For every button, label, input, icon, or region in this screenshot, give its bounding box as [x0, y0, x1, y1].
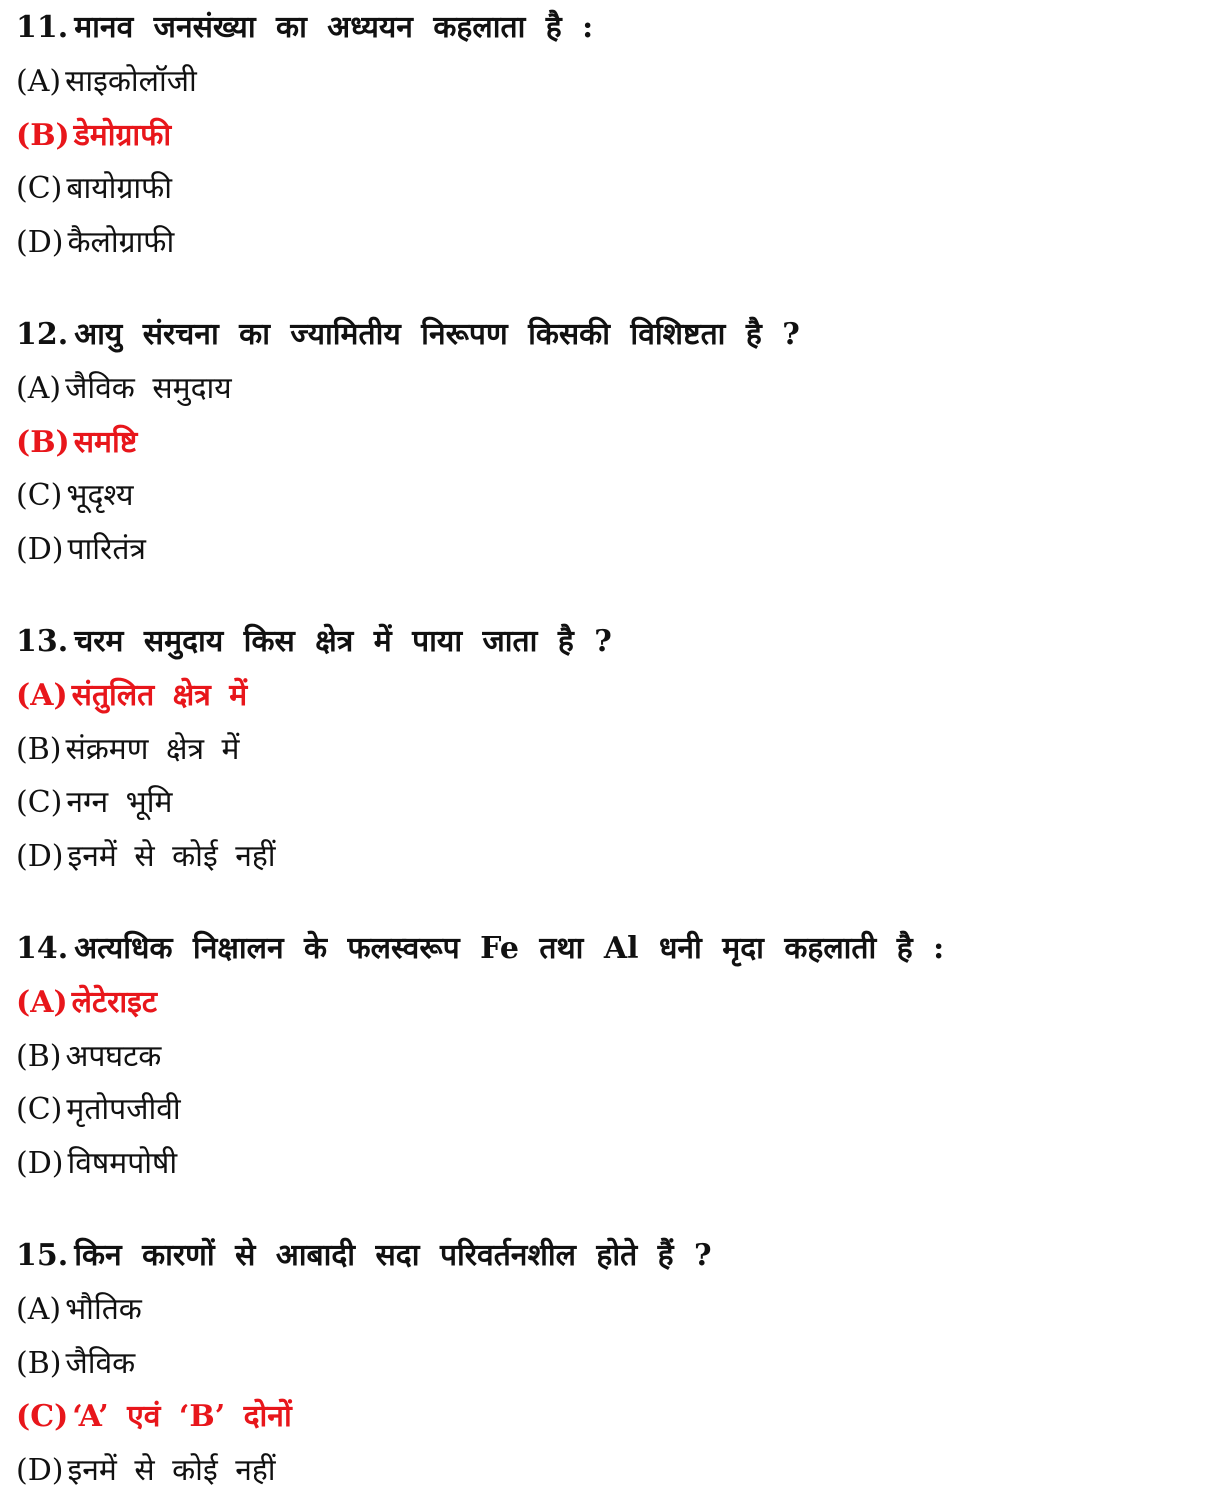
- option-text: पारितंत्र: [67, 532, 146, 567]
- question-title: आयु संरचना का ज्यामितीय निरूपण किसकी विशिष्टता है ?: [74, 317, 800, 352]
- option-letter: (A): [16, 1292, 61, 1327]
- option-c-correct: [16, 1390, 1208, 1444]
- option-letter: (D): [16, 1453, 63, 1488]
- option-a: [16, 362, 1208, 416]
- option-text: भौतिक: [65, 1292, 142, 1327]
- question-text: [16, 615, 1208, 669]
- option-text: जैविक समुदाय: [65, 371, 232, 406]
- option-a: [16, 55, 1208, 109]
- option-c: [16, 776, 1208, 830]
- option-text: बायोग्राफी: [66, 171, 172, 206]
- question-13: [16, 615, 1208, 883]
- option-text: लेटेराइट: [72, 985, 157, 1020]
- question-number: 15.: [16, 1238, 68, 1273]
- option-letter: (B): [16, 118, 70, 153]
- option-a-correct: [16, 976, 1208, 1030]
- option-letter: (B): [16, 732, 61, 767]
- option-text: जैविक: [65, 1346, 135, 1381]
- option-letter: (C): [16, 171, 62, 206]
- question-11: [16, 1, 1208, 269]
- option-c: [16, 469, 1208, 523]
- option-text: मृतोपजीवी: [66, 1092, 180, 1127]
- option-letter: (C): [16, 478, 62, 513]
- option-c: [16, 1083, 1208, 1137]
- question-text: [16, 922, 1208, 976]
- option-text: इनमें से कोई नहीं: [67, 1453, 275, 1488]
- question-text: [16, 308, 1208, 362]
- question-15: [16, 1229, 1208, 1497]
- option-a-correct: [16, 669, 1208, 723]
- option-text: संतुलित क्षेत्र में: [72, 678, 248, 713]
- option-letter: (A): [16, 678, 68, 713]
- question-title: अत्यधिक निक्षालन के फलस्वरूप Fe तथा Al धनी मृदा कहलाती है :: [74, 931, 944, 966]
- option-d: [16, 1444, 1208, 1497]
- option-text: भूदृश्य: [66, 478, 133, 513]
- option-d: [16, 1137, 1208, 1191]
- question-number: 14.: [16, 931, 68, 966]
- question-title: किन कारणों से आबादी सदा परिवर्तनशील होते हैं ?: [74, 1238, 711, 1273]
- option-text: विषमपोषी: [67, 1146, 177, 1181]
- option-letter: (C): [16, 785, 62, 820]
- option-b-correct: [16, 109, 1208, 163]
- question-title: चरम समुदाय किस क्षेत्र में पाया जाता है ?: [74, 624, 612, 659]
- option-d: [16, 216, 1208, 270]
- option-text: कैलोग्राफी: [67, 225, 174, 260]
- option-b: [16, 1030, 1208, 1084]
- option-letter: (A): [16, 371, 61, 406]
- question-12: [16, 308, 1208, 576]
- option-text: इनमें से कोई नहीं: [67, 839, 275, 874]
- option-b-correct: [16, 416, 1208, 470]
- option-letter: (C): [16, 1092, 62, 1127]
- option-letter: (D): [16, 532, 63, 567]
- question-number: 13.: [16, 624, 68, 659]
- option-c: [16, 162, 1208, 216]
- question-text: [16, 1, 1208, 55]
- option-letter: (D): [16, 225, 63, 260]
- question-number: 12.: [16, 317, 68, 352]
- option-b: [16, 1337, 1208, 1391]
- option-text: संक्रमण क्षेत्र में: [65, 732, 239, 767]
- option-text: समष्टि: [74, 425, 138, 460]
- option-text: डेमोग्राफी: [74, 118, 171, 153]
- option-letter: (C): [16, 1399, 68, 1434]
- option-letter: (B): [16, 425, 70, 460]
- option-text: ‘A’ एवं ‘B’ दोनों: [72, 1399, 291, 1434]
- option-letter: (D): [16, 1146, 63, 1181]
- option-letter: (B): [16, 1039, 61, 1074]
- question-14: [16, 922, 1208, 1190]
- question-number: 11.: [16, 10, 68, 45]
- option-a: [16, 1283, 1208, 1337]
- option-text: साइकोलॉजी: [65, 64, 197, 99]
- option-d: [16, 523, 1208, 577]
- option-d: [16, 830, 1208, 884]
- option-letter: (B): [16, 1346, 61, 1381]
- option-text: अपघटक: [65, 1039, 161, 1074]
- option-text: नग्न भूमि: [66, 785, 172, 820]
- option-b: [16, 723, 1208, 777]
- option-letter: (D): [16, 839, 63, 874]
- option-letter: (A): [16, 985, 68, 1020]
- question-text: [16, 1229, 1208, 1283]
- question-title: मानव जनसंख्या का अध्ययन कहलाता है :: [74, 10, 593, 45]
- option-letter: (A): [16, 64, 61, 99]
